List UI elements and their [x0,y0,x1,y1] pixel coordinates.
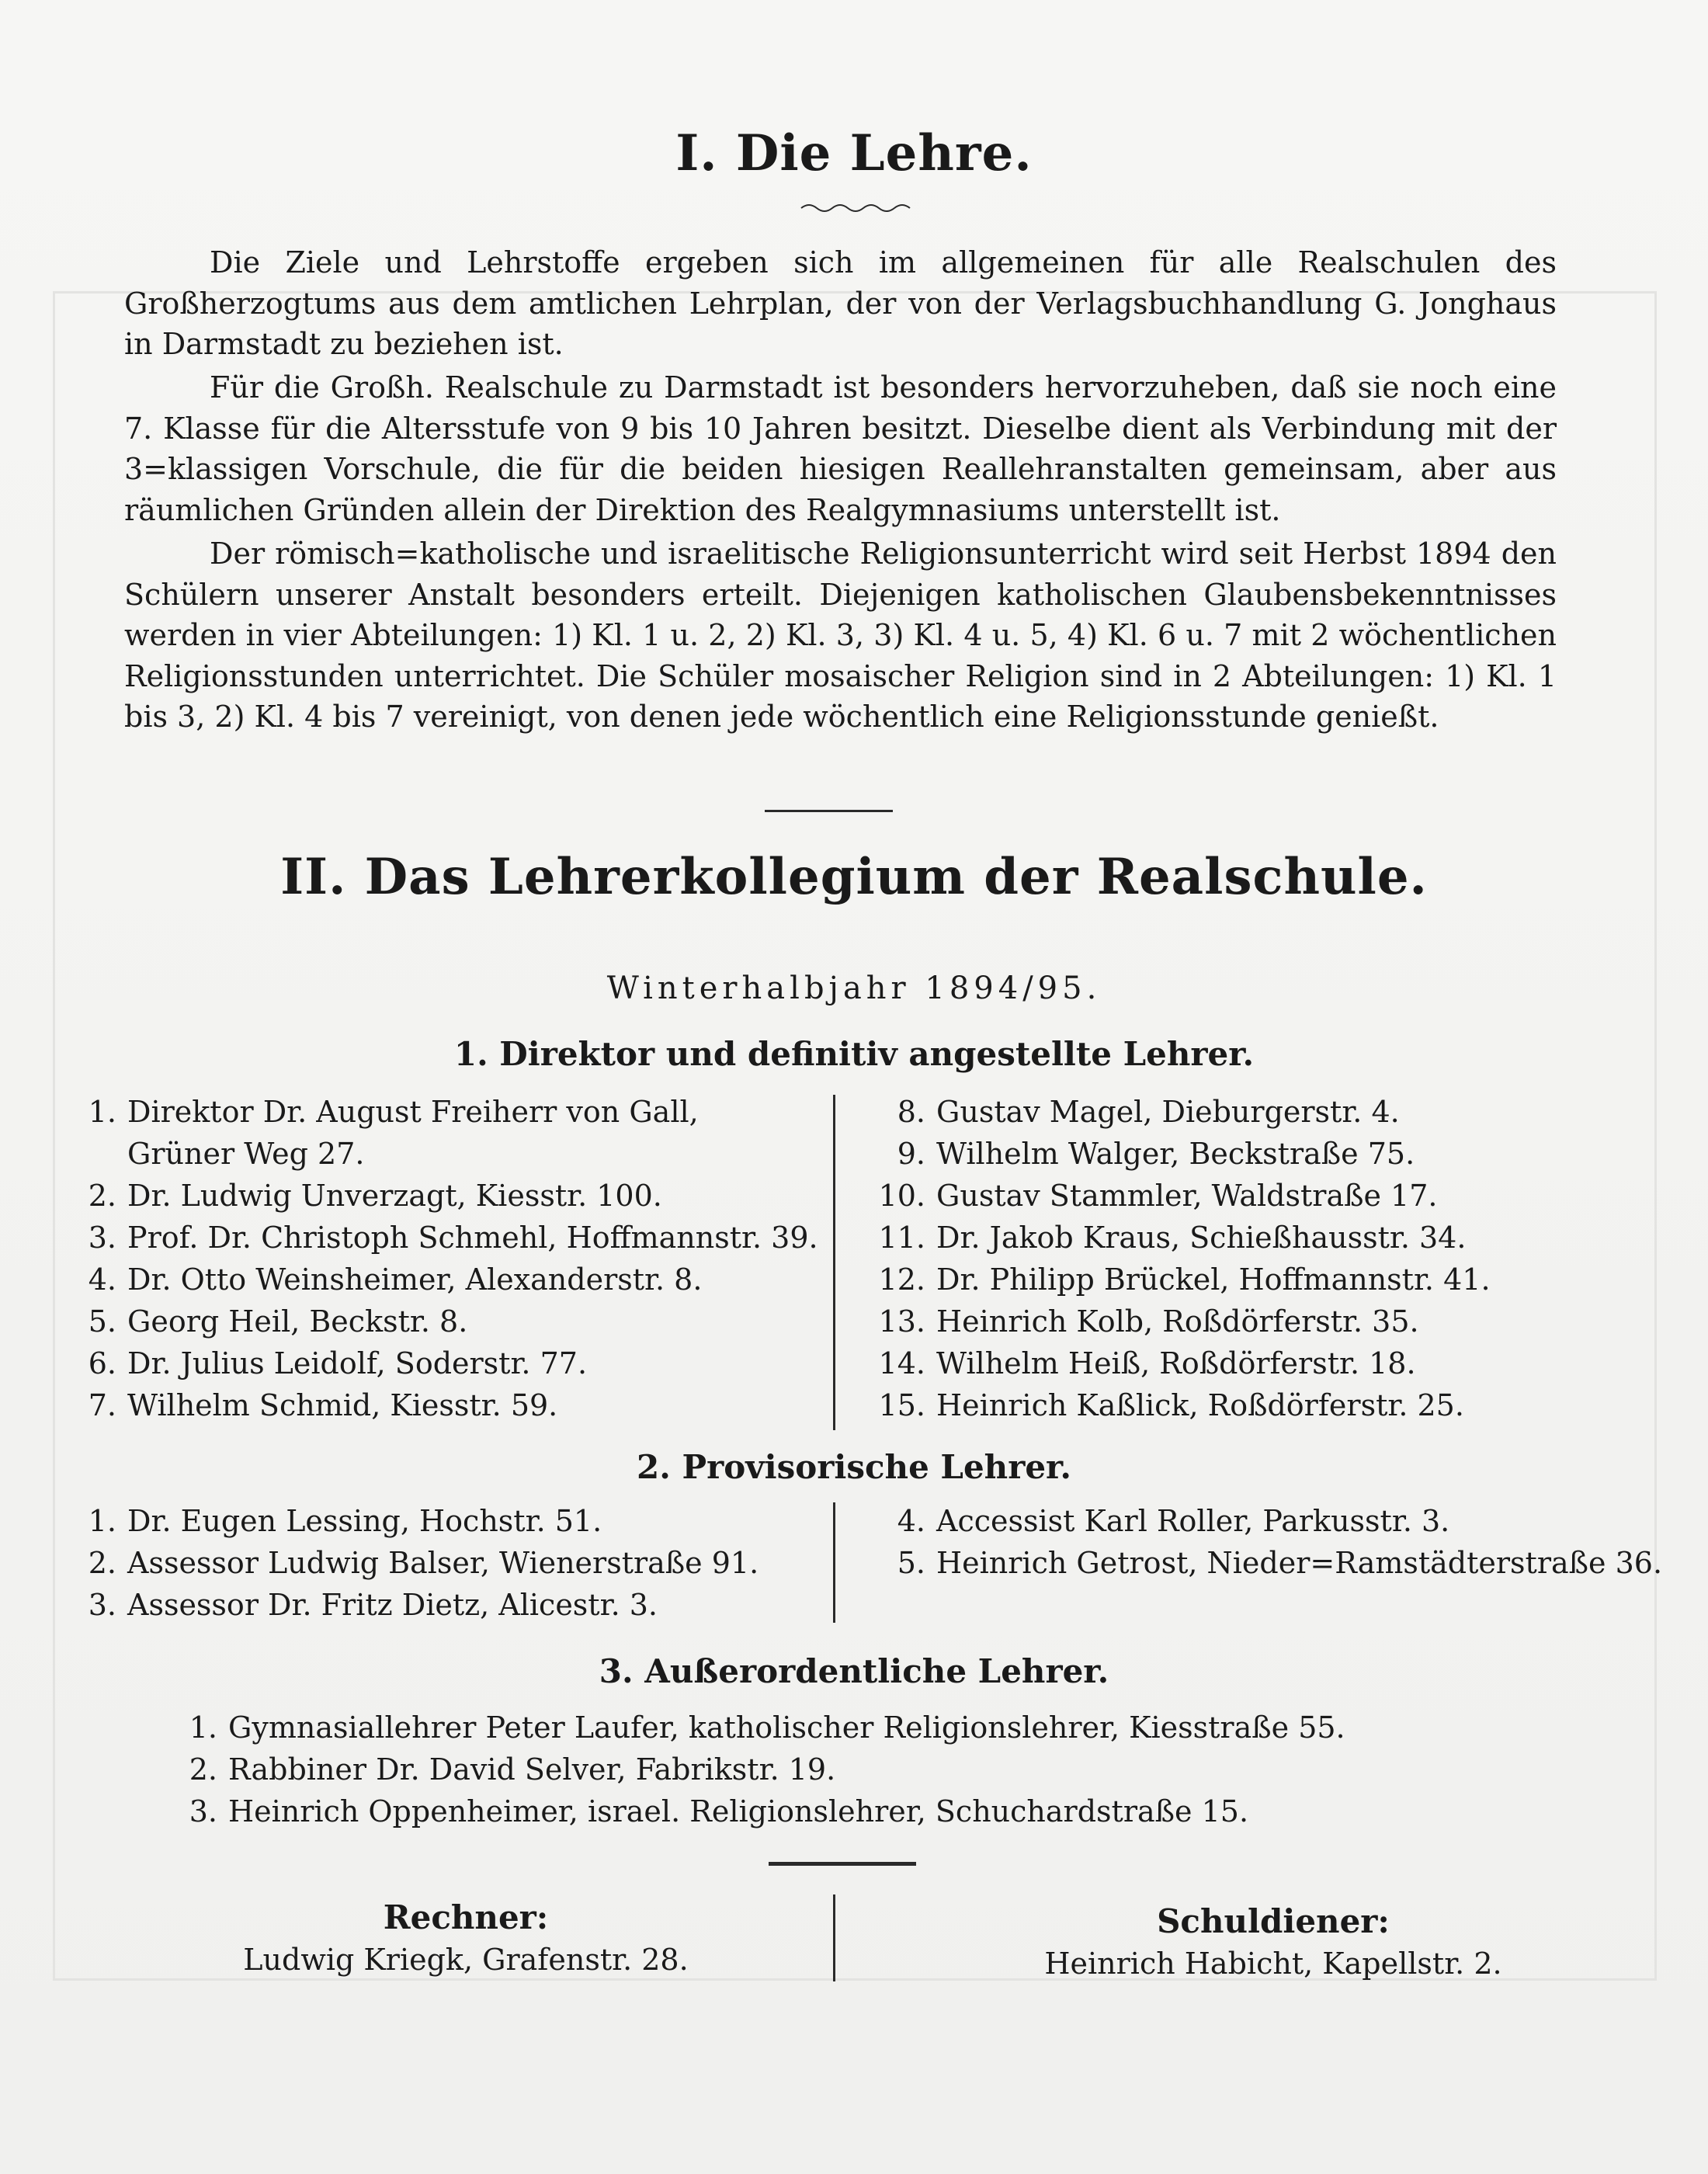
section1-title: 1. Direktor und definitiv angestellte Lehrer. [453,1035,1255,1073]
section1-right-list [870,1091,1491,1426]
list-item: 5. Heinrich Getrost, Nieder=Ramstädterstraße 36. [897,1546,1663,1580]
rechner-name: Ludwig Kriegk, Grafenstr. 28. [243,1943,689,1977]
list-item: 5. Georg Heil, Beckstr. 8. [88,1304,468,1339]
section3-title: 3. Außerordentliche Lehrer. [599,1652,1109,1690]
heading-lehrerkollegium: II. Das Lehrerkollegium der Realschule. [280,848,1428,906]
rechner-title: Rechner: [383,1898,549,1936]
list-item: 8. Gustav Magel, Dieburgerstr. 4. [897,1095,1400,1129]
list-item: 14. Wilhelm Heiß, Roßdörferstr. 18. [878,1346,1416,1380]
section3-list [171,1707,1345,1832]
list-item-continuation: Grüner Weg 27. [127,1137,365,1171]
section1-left-list [70,1091,818,1426]
column-divider [833,1095,835,1430]
list-item: 13. Heinrich Kolb, Roßdörferstr. 35. [878,1304,1419,1339]
section2-left-list [70,1500,759,1626]
list-item: 3. Prof. Dr. Christoph Schmehl, Hoffmannstr. 39. [88,1221,818,1255]
section2-right-list [870,1500,1662,1584]
list-item: 10. Gustav Stammler, Waldstraße 17. [878,1179,1438,1213]
list-item: 2. Dr. Ludwig Unverzagt, Kiesstr. 100. [88,1179,662,1213]
closing-rule [769,1862,916,1866]
signature-divider [833,1894,835,1981]
list-item: 2. Rabbiner Dr. David Selver, Fabrikstr. 19. [189,1752,836,1787]
schuldiener-title: Schuldiener: [1157,1902,1390,1940]
list-item: 4. Accessist Karl Roller, Parkusstr. 3. [897,1504,1450,1538]
lehre-paragraph-2: Für die Großh. Realschule zu Darmstadt ist besonders hervorzuheben, daß sie noch eine 7. Klasse für die Altersstufe von 9 bis 10 Jahren besitzt. Dieselbe dient als Verbindung mit der 3=klassigen Vorschule, die für die beiden hiesigen Reallehranstalten gemeinsam, aber aus räumlichen Gründen allein der Direktion des Realgymnasiums unterstellt ist. [124,370,1557,527]
ornament-squiggle [800,200,916,216]
list-item: 15. Heinrich Kaßlick, Roßdörferstr. 25. [878,1388,1464,1422]
schuldiener-name: Heinrich Habicht, Kapellstr. 2. [1044,1947,1502,1981]
list-item: 9. Wilhelm Walger, Beckstraße 75. [897,1137,1415,1171]
list-item: 3. Heinrich Oppenheimer, israel. Religionslehrer, Schuchardstraße 15. [189,1794,1249,1828]
list-item: 2. Assessor Ludwig Balser, Wienerstraße 91. [88,1546,759,1580]
section2-title: 2. Provisorische Lehrer. [637,1448,1071,1486]
lehre-paragraph-1: Die Ziele und Lehrstoffe ergeben sich im allgemeinen für alle Realschulen des Großherzogtums aus dem amtlichen Lehrplan, der von der Verlagsbuchhandlung G. Jonghaus in Darmstadt zu beziehen ist. [124,245,1557,361]
lehre-paragraph-3: Der römisch=katholische und israelitische Religionsunterricht wird seit Herbst 1894 den Schülern unserer Anstalt besonders erteilt. Diejenigen katholischen Glaubensbekenntnisses werden in vier Abteilungen: 1) Kl. 1 u. 2, 2) Kl. 3, 3) Kl. 4 u. 5, 4) Kl. 6 u. 7 mit 2 wöchentlichen Religionsstunden unterrichtet. Die Schüler mosaischer Religion sind in 2 Abteilungen: 1) Kl. 1 bis 3, 2) Kl. 4 bis 7 vereinigt, von denen jede wöchentlich eine Religionsstunde genießt. [124,537,1557,734]
list-item: 4. Dr. Otto Weinsheimer, Alexanderstr. 8. [88,1262,703,1297]
list-item: 7. Wilhelm Schmid, Kiesstr. 59. [88,1388,558,1422]
heading-die-lehre: I. Die Lehre. [675,124,1033,182]
list-item: 3. Assessor Dr. Fritz Dietz, Alicestr. 3. [88,1588,658,1622]
section-divider [765,810,893,812]
semester-label: Winterhalbjahr 1894/95. [606,971,1102,1006]
list-item: 1. Gymnasiallehrer Peter Laufer, katholischer Religionslehrer, Kiesstraße 55. [189,1710,1345,1745]
list-item: 6. Dr. Julius Leidolf, Soderstr. 77. [88,1346,588,1380]
list-item: 12. Dr. Philipp Brückel, Hoffmannstr. 41. [878,1262,1491,1297]
list-item: 1. Direktor Dr. August Freiherr von Gall, [88,1095,699,1129]
list-item: 11. Dr. Jakob Kraus, Schießhausstr. 34. [878,1221,1467,1255]
column-divider [833,1502,835,1623]
list-item: 1. Dr. Eugen Lessing, Hochstr. 51. [88,1504,602,1538]
